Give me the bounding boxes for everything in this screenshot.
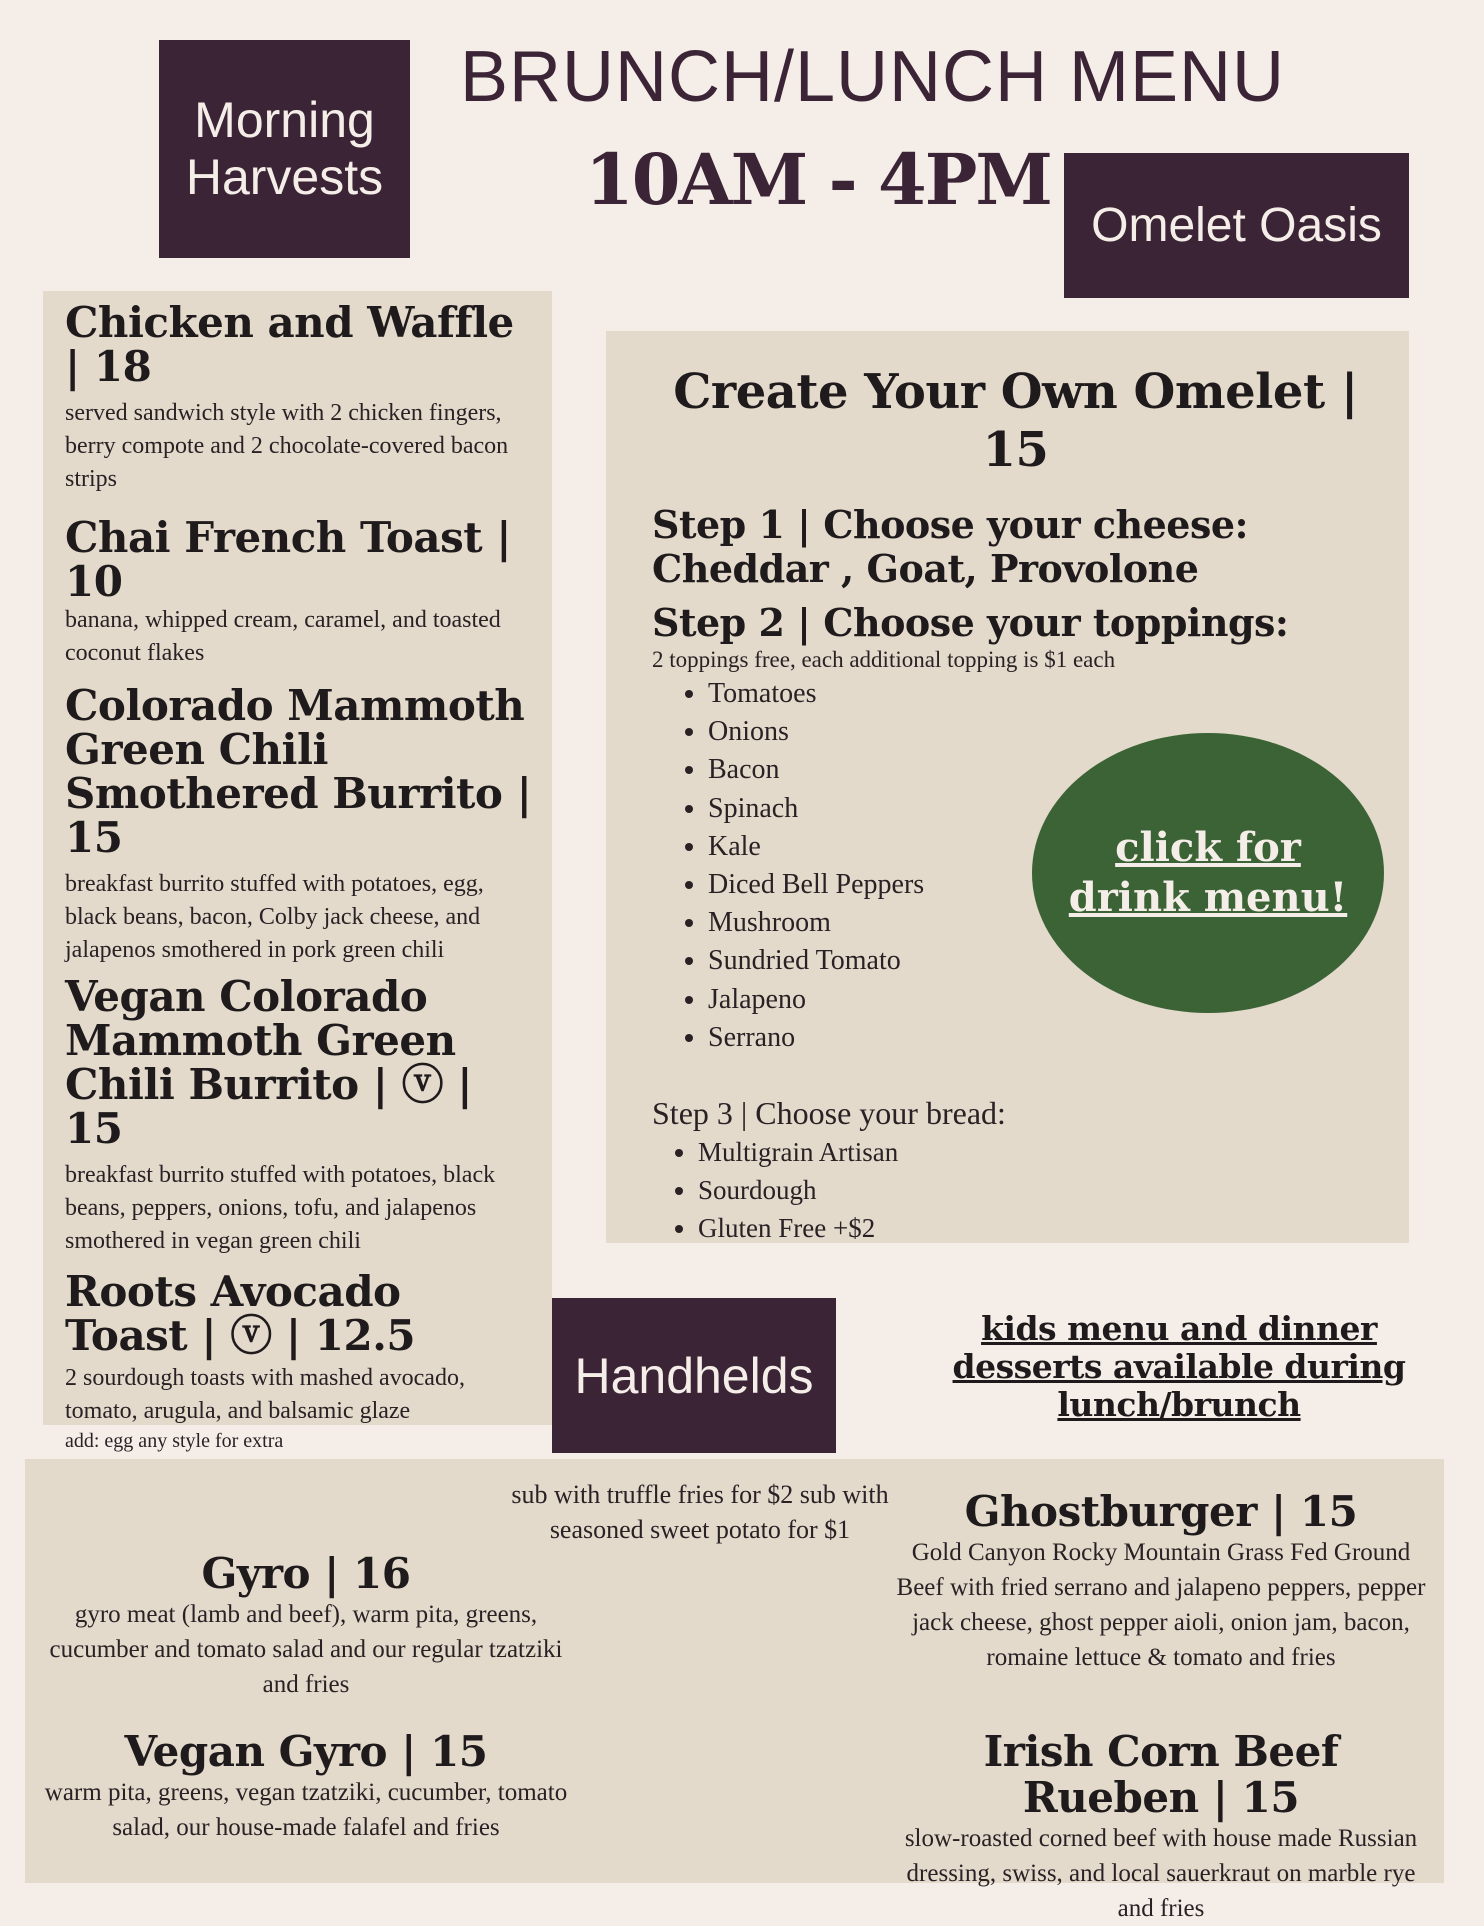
list-item: • Tomatoes bbox=[708, 675, 1379, 713]
page-title: BRUNCH/LUNCH MENU bbox=[460, 37, 1286, 117]
item-desc: breakfast burrito stuffed with potatoes, black beans, peppers, onions, tofu, and jalapenos smothered in vegan green chili bbox=[65, 1162, 496, 1254]
list-item: • Gluten Free +$2 bbox=[698, 1209, 1379, 1247]
drink-menu-button[interactable] bbox=[1032, 733, 1384, 1013]
item-note: add: egg any style for extra bbox=[65, 1430, 284, 1452]
list-item: • Sundried Tomato bbox=[708, 942, 1379, 980]
omelet-step-2: Step 2 | Choose your toppings: bbox=[652, 600, 1289, 645]
list-item: • Sourdough bbox=[698, 1171, 1379, 1209]
item-desc: slow-roasted corned beef with house made Russian dressing, swiss, and local sauerkraut on marble rye and fries bbox=[904, 1825, 1418, 1922]
fries-sub-note: sub with truffle fries for $2 sub with seasoned sweet potato for $1 bbox=[511, 1480, 889, 1544]
item-desc: banana, whipped cream, caramel, and toasted coconut flakes bbox=[65, 607, 501, 666]
omelet-oasis-label: Omelet Oasis bbox=[1091, 199, 1382, 252]
list-item: • Mushroom bbox=[708, 904, 1379, 942]
menu-item bbox=[65, 1267, 532, 1454]
list-item: • Serrano bbox=[708, 1019, 1379, 1057]
item-desc: served sandwich style with 2 chicken fingers, berry compote and 2 chocolate-covered bacon strips bbox=[65, 400, 509, 492]
item-title: Roots Avocado Toast | ⓥ | 12.5 bbox=[65, 1267, 416, 1360]
item-title: Chicken and Waffle | 18 bbox=[65, 298, 514, 391]
menu-item bbox=[31, 1729, 581, 1845]
handhelds-panel bbox=[25, 1459, 1444, 1922]
list-item: • Onions bbox=[708, 713, 1379, 751]
list-item: • Multigrain Artisan bbox=[698, 1133, 1379, 1171]
item-title: Ghostburger | 15 bbox=[964, 1487, 1358, 1536]
bread-list bbox=[652, 1133, 1379, 1247]
item-title: Colorado Mammoth Green Chili Smothered Burrito | 15 bbox=[65, 681, 532, 862]
omelet-oasis-badge bbox=[1064, 153, 1409, 298]
item-desc: gyro meat (lamb and beef), warm pita, greens, cucumber and tomato salad and our regular tzatziki and fries bbox=[49, 1601, 563, 1698]
omelet-title: Create Your Own Omelet | 15 bbox=[673, 364, 1358, 478]
menu-item bbox=[65, 513, 532, 670]
list-item: • Bacon bbox=[708, 751, 1379, 789]
menu-item bbox=[31, 1551, 581, 1702]
menu-item bbox=[65, 681, 532, 967]
item-desc: Gold Canyon Rocky Mountain Grass Fed Ground Beef with fried serrano and jalapeno peppers, pepper jack cheese, ghost pepper aioli, onion jam, bacon, romaine lettuce & tomato and fries bbox=[896, 1539, 1426, 1671]
drink-button-line-1: click for bbox=[1115, 824, 1301, 871]
list-item: • Spinach bbox=[708, 790, 1379, 828]
list-item: • Jalapeno bbox=[708, 981, 1379, 1019]
item-title: Vegan Colorado Mammoth Green Chili Burrito | ⓥ | 15 bbox=[65, 972, 473, 1153]
handhelds-label: Handhelds bbox=[574, 1347, 814, 1404]
item-desc: 2 sourdough toasts with mashed avocado, tomato, arugula, and balsamic glaze bbox=[65, 1365, 465, 1424]
kids-menu-note: kids menu and dinner desserts available during lunch/brunch bbox=[952, 1309, 1406, 1424]
handhelds-badge bbox=[552, 1298, 836, 1453]
item-title: Chai French Toast | 10 bbox=[65, 513, 512, 606]
drink-button-line-2: drink menu! bbox=[1068, 874, 1348, 921]
badge-line-2: Harvests bbox=[185, 149, 384, 205]
omelet-step-3: Step 3 | Choose your bread: bbox=[652, 1095, 1006, 1132]
menu-item bbox=[65, 972, 532, 1258]
item-desc: breakfast burrito stuffed with potatoes, egg, black beans, bacon, Colby jack cheese, and jalapenos smothered in pork green chili bbox=[65, 871, 484, 963]
badge-line-1: Morning bbox=[194, 91, 375, 148]
brunch-items-panel bbox=[43, 291, 552, 1452]
list-item: • Diced Bell Peppers bbox=[708, 866, 1379, 904]
hours: 10AM - 4PM bbox=[585, 138, 1051, 221]
item-title: Vegan Gyro | 15 bbox=[124, 1727, 488, 1776]
menu-item bbox=[891, 1489, 1431, 1675]
item-title: Gyro | 16 bbox=[201, 1549, 411, 1598]
menu-item bbox=[65, 298, 532, 496]
omelet-step-1: Step 1 | Choose your cheese: Cheddar , Goat, Provolone bbox=[652, 502, 1249, 591]
item-title: Irish Corn Beef Rueben | 15 bbox=[983, 1727, 1339, 1822]
omelet-step-2-note: 2 toppings free, each additional topping is $1 each bbox=[652, 647, 1116, 672]
item-desc: warm pita, greens, vegan tzatziki, cucumber, tomato salad, our house-made falafel and fries bbox=[44, 1779, 568, 1841]
menu-item bbox=[891, 1729, 1431, 1926]
list-item: • Kale bbox=[708, 828, 1379, 866]
morning-harvests-badge bbox=[159, 40, 410, 258]
